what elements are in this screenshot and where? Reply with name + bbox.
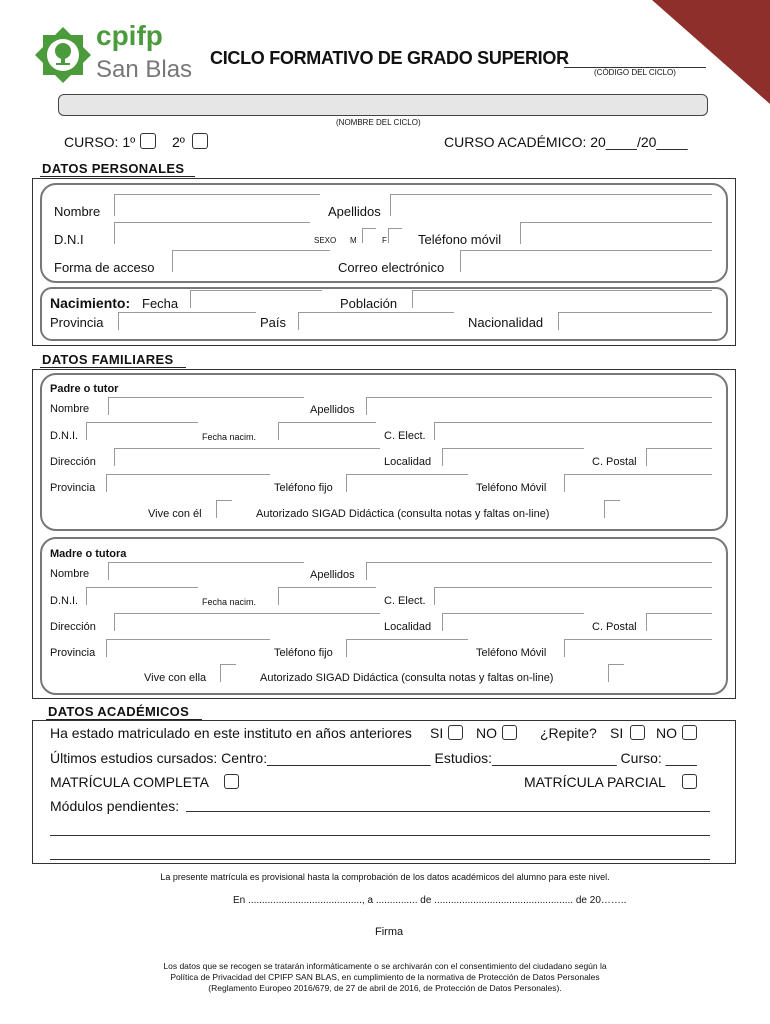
logo-brand: cpifp <box>96 20 163 51</box>
form-title: CICLO FORMATIVO DE GRADO SUPERIOR <box>210 48 569 68</box>
nombre-field[interactable] <box>114 194 320 216</box>
modulos-line-2[interactable] <box>50 821 710 836</box>
fecha-label: Fecha <box>142 296 179 311</box>
father-direccion-field[interactable] <box>114 448 380 466</box>
father-provincia-label: Provincia <box>50 482 96 494</box>
academic-year: CURSO ACADÉMICO: 20____/20____ <box>444 134 688 150</box>
privacy-line-2: Política de Privacidad del CPIFP SAN BLAS, en cumplimiento de la normativa de Protección de Datos Personales <box>170 972 600 982</box>
signature-label: Firma <box>375 926 404 938</box>
correo-label: Correo electrónico <box>338 260 445 275</box>
apellidos-field[interactable] <box>390 194 712 216</box>
logo <box>34 22 204 92</box>
completa-checkbox[interactable] <box>224 774 239 789</box>
privacy-line-3: (Reglamento Europeo 2016/679, de 27 de abril de 2016, de Protección de Datos Personales). <box>208 983 562 993</box>
dni-label: D.N.I <box>54 232 84 247</box>
repite-no-checkbox[interactable] <box>682 725 697 740</box>
mother-tfijo-field[interactable] <box>346 639 468 657</box>
sexo-f-box[interactable] <box>388 228 402 243</box>
modulos-line-3[interactable] <box>50 845 710 860</box>
nacionalidad-label: Nacionalidad <box>468 315 544 330</box>
mother-cpostal-field[interactable] <box>646 613 712 631</box>
family-section-underline <box>40 367 186 368</box>
parcial-label: MATRÍCULA PARCIAL <box>524 774 666 790</box>
privacy-line-1: Los datos que se recogen se tratarán informáticamente o se archivarán con el consentimiento del ciudadano según la <box>163 961 607 971</box>
mother-tfijo-label: Teléfono fijo <box>274 647 333 659</box>
poblacion-field[interactable] <box>412 290 712 308</box>
poblacion-label: Población <box>340 296 398 311</box>
father-localidad-label: Localidad <box>384 456 432 468</box>
completa-label: MATRÍCULA COMPLETA <box>50 774 209 790</box>
mother-dni-field[interactable] <box>86 587 198 605</box>
apellidos-label: Apellidos <box>328 204 381 219</box>
mother-fnac-label: Fecha nacim. <box>202 597 257 607</box>
mother-vive-box[interactable] <box>220 664 236 682</box>
movil-field[interactable] <box>520 222 712 244</box>
mother-nombre-label: Nombre <box>50 568 90 580</box>
family-section-title: DATOS FAMILIARES <box>42 352 174 367</box>
nacionalidad-field[interactable] <box>558 312 712 330</box>
modulos-line-1[interactable] <box>186 797 710 812</box>
sexo-f-label: F <box>382 236 387 245</box>
dni-field[interactable] <box>114 222 310 244</box>
matriculado-no-checkbox[interactable] <box>502 725 517 740</box>
father-cpostal-label: C. Postal <box>592 456 637 468</box>
mother-title: Madre o tutora <box>50 548 127 560</box>
repite-si-label: SI <box>610 725 624 741</box>
father-vive-label: Vive con él <box>148 508 202 520</box>
father-tmovil-label: Teléfono Móvil <box>476 482 547 494</box>
mother-vive-label: Vive con ella <box>144 672 207 684</box>
pais-label: País <box>260 315 287 330</box>
mother-celect-label: C. Elect. <box>384 595 426 607</box>
academic-section-title: DATOS ACADÉMICOS <box>48 704 190 719</box>
provisional-note: La presente matrícula es provisional hasta la comprobación de los datos académicos del alumno para este nivel. <box>160 872 610 882</box>
date-line: En ........................................., a ............... de .................................................. de 20…….. <box>233 895 627 906</box>
course-1-checkbox[interactable] <box>140 133 156 149</box>
nombre-label: Nombre <box>54 204 101 219</box>
movil-label: Teléfono móvil <box>418 232 502 247</box>
mother-direccion-label: Dirección <box>50 621 96 633</box>
father-celect-field[interactable] <box>434 422 712 440</box>
father-sigad-box[interactable] <box>604 500 620 518</box>
father-tfijo-label: Teléfono fijo <box>274 482 333 494</box>
sexo-m-label: M <box>350 236 357 245</box>
cycle-name-caption: (NOMBRE DEL CICLO) <box>336 118 421 127</box>
personal-section-title: DATOS PERSONALES <box>42 161 185 176</box>
cycle-code-caption: (CÓDIGO DEL CICLO) <box>594 68 676 77</box>
father-tfijo-field[interactable] <box>346 474 468 492</box>
father-nombre-label: Nombre <box>50 403 90 415</box>
matriculado-si-checkbox[interactable] <box>448 725 463 740</box>
mother-sigad-box[interactable] <box>608 664 624 682</box>
cycle-name-field[interactable] <box>58 94 708 116</box>
mother-tmovil-field[interactable] <box>564 639 712 657</box>
father-localidad-field[interactable] <box>442 448 584 466</box>
mother-dni-label: D.N.I. <box>50 595 79 607</box>
course-2-label: 2º <box>172 134 185 150</box>
ultimos-estudios: Últimos estudios cursados: Centro:_____________________ Estudios:________________ Curso: ____ <box>50 750 697 766</box>
father-tmovil-field[interactable] <box>564 474 712 492</box>
mother-localidad-field[interactable] <box>442 613 584 631</box>
modulos-label: Módulos pendientes: <box>50 798 180 814</box>
correo-field[interactable] <box>460 250 712 272</box>
mother-celect-field[interactable] <box>434 587 712 605</box>
course-label: CURSO: 1º <box>64 134 136 150</box>
mother-provincia-label: Provincia <box>50 647 96 659</box>
father-cpostal-field[interactable] <box>646 448 712 466</box>
corner-decoration <box>652 0 770 104</box>
mother-apellidos-label: Apellidos <box>310 569 355 581</box>
mother-sigad-label: Autorizado SIGAD Didáctica (consulta notas y faltas on-line) <box>260 672 554 684</box>
mother-fnac-field[interactable] <box>278 587 376 605</box>
father-dni-label: D.N.I. <box>50 430 79 442</box>
acceso-label: Forma de acceso <box>54 260 155 275</box>
father-apellidos-label: Apellidos <box>310 404 355 416</box>
provincia-label: Provincia <box>50 315 104 330</box>
mother-direccion-field[interactable] <box>114 613 380 631</box>
acceso-field[interactable] <box>172 250 330 272</box>
father-vive-box[interactable] <box>216 500 232 518</box>
mother-localidad-label: Localidad <box>384 621 432 633</box>
mother-cpostal-label: C. Postal <box>592 621 637 633</box>
course-2-checkbox[interactable] <box>192 133 208 149</box>
father-celect-label: C. Elect. <box>384 430 426 442</box>
personal-section-underline <box>40 176 195 177</box>
father-provincia-field[interactable] <box>106 474 270 492</box>
father-sigad-label: Autorizado SIGAD Didáctica (consulta notas y faltas on-line) <box>256 508 550 520</box>
pais-field[interactable] <box>298 312 454 330</box>
academic-frame <box>32 720 736 864</box>
matriculado-label: Ha estado matriculado en este instituto en años anteriores <box>50 725 412 741</box>
mother-tmovil-label: Teléfono Móvil <box>476 647 547 659</box>
father-nombre-field[interactable] <box>108 397 304 415</box>
parcial-checkbox[interactable] <box>682 774 697 789</box>
father-direccion-label: Dirección <box>50 456 96 468</box>
nacimiento-label: Nacimiento: <box>50 295 131 311</box>
repite-si-checkbox[interactable] <box>630 725 645 740</box>
si-label: SI <box>430 725 444 741</box>
father-fnac-label: Fecha nacim. <box>202 432 257 442</box>
father-apellidos-field[interactable] <box>366 397 712 415</box>
mother-apellidos-field[interactable] <box>366 562 712 580</box>
father-fnac-field[interactable] <box>278 422 376 440</box>
sexo-label: SEXO <box>314 236 337 245</box>
mother-nombre-field[interactable] <box>108 562 304 580</box>
father-dni-field[interactable] <box>86 422 198 440</box>
sexo-m-box[interactable] <box>362 228 376 243</box>
father-title: Padre o tutor <box>50 383 119 395</box>
provincia-field[interactable] <box>118 312 256 330</box>
fecha-field[interactable] <box>190 290 322 308</box>
repite-label: ¿Repite? <box>540 725 597 741</box>
repite-no-label: NO <box>656 725 677 741</box>
no-label: NO <box>476 725 497 741</box>
mother-provincia-field[interactable] <box>106 639 270 657</box>
logo-name: San Blas <box>96 56 193 83</box>
logo-emblem-icon <box>34 26 92 84</box>
cycle-code-line[interactable] <box>564 54 706 68</box>
